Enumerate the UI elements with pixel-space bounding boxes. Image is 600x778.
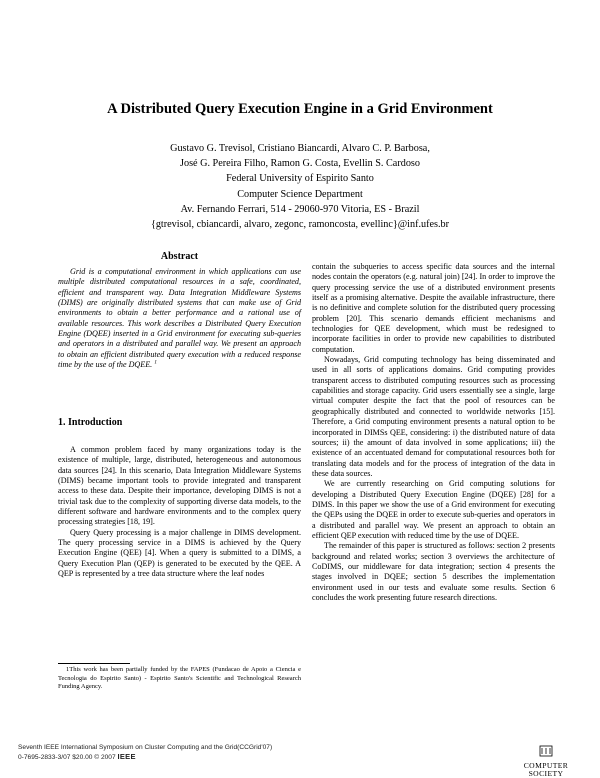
author-block [0, 141, 600, 232]
copyright-line [18, 752, 272, 762]
department-line: Computer Science Department [237, 188, 363, 200]
paragraph: We are currently researching on Grid computing solutions for developing a Distributed Query Execution Engine (DQEE) [28] for a DIMS. In this paper we show the use of a Grid environment for executing the QEPs using the DQEE in order to execute sub-queries and operators in a distributed and parallel way. We present an approach to obtain an efficient QEP execution with reduced time by the use of DQEE. [312, 479, 555, 540]
logo-text-computer: COMPUTER [523, 761, 569, 770]
paragraph: contain the subqueries to access specific data sources and the internal nodes contain the operators (e.g. natural join) [24]. In order to improve the query processing service the use of a distributed environment presents itself as a promising alternative. Despite the available infrastructure, there is no definitive and complete solution for the distributed query processing problem [20]. This scenario demands efficient mechanisms and technologies for QEE development, which must be redesigned to incorporate facilities in order to provide new capabilities to distributed computation. [312, 262, 555, 354]
intro-left-column [58, 445, 301, 579]
footnote [58, 666, 301, 692]
paragraph: Nowadays, Grid computing technology has being disseminated and used in all sorts of applications domains. Grid computing provides transparent access to distributed computing resources such as processing capabilities and storage capacity. Grid users essentially see a single, large virtual computer despite the fact that the pool of resources can be geographically distributed and connected to worldwide networks [15]. Therefore, a Grid computing environment presents a natural option to be incorporated in DIMSs QEE, considering: i) the distributed nature of data sources; ii) the amount of data involved in some applications; iii) the existence of an accentuated demand for computational resources both for translating data models and for the process of integration of the data in these data sources. [312, 355, 555, 478]
paper-title: A Distributed Query Execution Engine in a Grid Environment [107, 101, 493, 117]
copyright-text: 0-7695-2833-3/07 $20.00 © 2007 [18, 754, 116, 761]
computer-society-emblem-icon [536, 745, 556, 757]
footnote-marker: 1 [154, 359, 157, 366]
right-column [312, 262, 555, 603]
affiliation-line: Federal University of Espirito Santo [226, 173, 374, 185]
author-line: José G. Pereira Filho, Ramon G. Costa, Evellin S. Cardoso [180, 158, 420, 170]
conference-line: Seventh IEEE International Symposium on Cluster Computing and the Grid(CCGrid'07) [18, 744, 273, 751]
logo-text-society: SOCIETY [528, 769, 564, 778]
email-line: {gtrevisol, cbiancardi, alvaro, zegonc, ramoncosta, evellinc}@inf.ufes.br [150, 219, 450, 231]
author-line: Gustavo G. Trevisol, Cristiano Biancardi, Alvaro C. P. Barbosa, [170, 143, 430, 154]
abstract-body [58, 267, 301, 370]
abstract-heading: Abstract [160, 251, 199, 262]
footnote-text: 1This work has been partially funded by the FAPES (Fundacao de Apoio a Ciencia e Tecnologia do Espirito Santo) - Espirito Santo's Scientific and Technological Research Funding Agency. [58, 666, 301, 691]
paragraph: Query Query processing is a major challenge in DIMS development. The query processing service in a DIMS is achieved by the Query Execution Engine (QEE) [4]. When a query is submitted to a DIMS, a Query Execution Plan (QEP) is generated to be executed by the QEE. A QEP is represented by a tree data structure where the leaf nodes [58, 527, 301, 579]
abstract-text: Grid is a computational environment in which applications can use multiple distributed computational resources in a safe, coordinated, efficient and transparent way. Data Integration Middleware Systems (DIMS) are originally distributed systems that can make use of Grid environments to obtain a better performance and a rational use of available resources. This work describes a Distributed Query Execution Engine (DQEE) inserted in a Grid environment for executing sub-queries and operators in a distributed and parallel way. We present an approach to obtain an efficient distributed query execution with a reduced response time by the use of the DQEE. [58, 267, 301, 370]
ieee-logo: IEEE [117, 752, 136, 761]
address-line: Av. Fernando Ferrari, 514 - 29060-970 Vitoria, ES - Brazil [180, 203, 420, 215]
footnote-divider [58, 663, 130, 664]
page-footer [18, 743, 272, 762]
paragraph: A common problem faced by many organizations today is the existence of multiple, large, distributed, heterogeneous and autonomous data sources [24]. In this scenario, Data Integration Middleware Systems (DIMS) became important tools to provide integrated and transparent access to these data. Despite their importance, developing DIMS is not a trivial task due to the complexity of supporting diverse data models, to the different software and hardware environments and to the complex query processing strategies [18, 19]. [58, 445, 301, 527]
section-heading-introduction: 1. Introduction [58, 417, 123, 428]
paragraph: The remainder of this paper is structured as follows: section 2 presents background and related works; section 3 overviews the architecture of CoDIMS, our middleware for data integration; section 4 presents the stages involved in DQEE; section 5 describes the implementation environment used in our tests and evaluate some results. Section 6 concludes the work presenting future research directions. [312, 541, 555, 602]
computer-society-logo [516, 744, 576, 776]
